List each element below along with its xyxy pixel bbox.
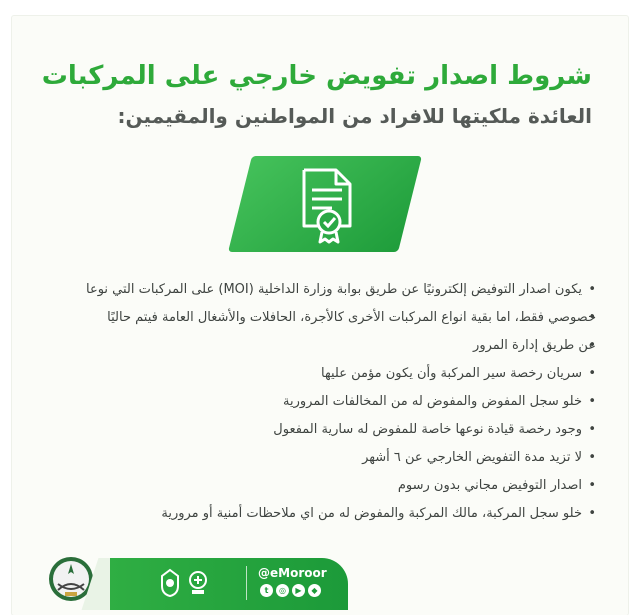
condition-item: • لا تزيد مدة التفويض الخارجي عن ٦ أشهر <box>36 444 596 472</box>
social-handle[interactable]: @eMoroor <box>258 566 327 580</box>
social-icons <box>260 584 321 597</box>
conditions-list <box>36 276 596 528</box>
footer-divider <box>246 566 247 600</box>
page-subtitle: العائدة ملكيتها للافراد من المواطنين والمقيمين: <box>117 104 592 128</box>
condition-item: • وجود رخصة قيادة نوعها خاصة للمفوض له سارية المفعول <box>36 416 596 444</box>
condition-item-continued: • عن طريق إدارة المرور <box>36 332 596 360</box>
snapchat-icon[interactable]: ◆ <box>308 584 321 597</box>
page-title: شروط اصدار تفويض خارجي على المركبات <box>41 61 592 91</box>
certificate-document-icon <box>298 166 356 244</box>
condition-item: • يكون اصدار التوفيض إلكترونيًا عن طريق بوابة وزارة الداخلية (MOI) على المركبات التي نوعا <box>36 276 596 304</box>
condition-item: • خلو سجل المركبة، مالك المركبة والمفوض له من اي ملاحظات أمنية أو مرورية <box>36 500 596 528</box>
instagram-icon[interactable]: ◎ <box>276 584 289 597</box>
ministry-logo-icon <box>158 568 182 598</box>
condition-item: • خلو سجل المفوض والمفوض له من المخالفات المرورية <box>36 388 596 416</box>
twitter-icon[interactable]: t <box>260 584 273 597</box>
condition-item: • اصدار التوفيض مجاني بدون رسوم <box>36 472 596 500</box>
traffic-logo-icon <box>186 568 210 598</box>
condition-item-continued: • خصوصي فقط، اما بقية انواع المركبات الأخرى كالأجرة، الحافلات والأشغال العامة فيتم حاليًا <box>36 304 596 332</box>
condition-item: • سريان رخصة سير المركبة وأن يكون مؤمن عليها <box>36 360 596 388</box>
youtube-icon[interactable]: ▶ <box>292 584 305 597</box>
